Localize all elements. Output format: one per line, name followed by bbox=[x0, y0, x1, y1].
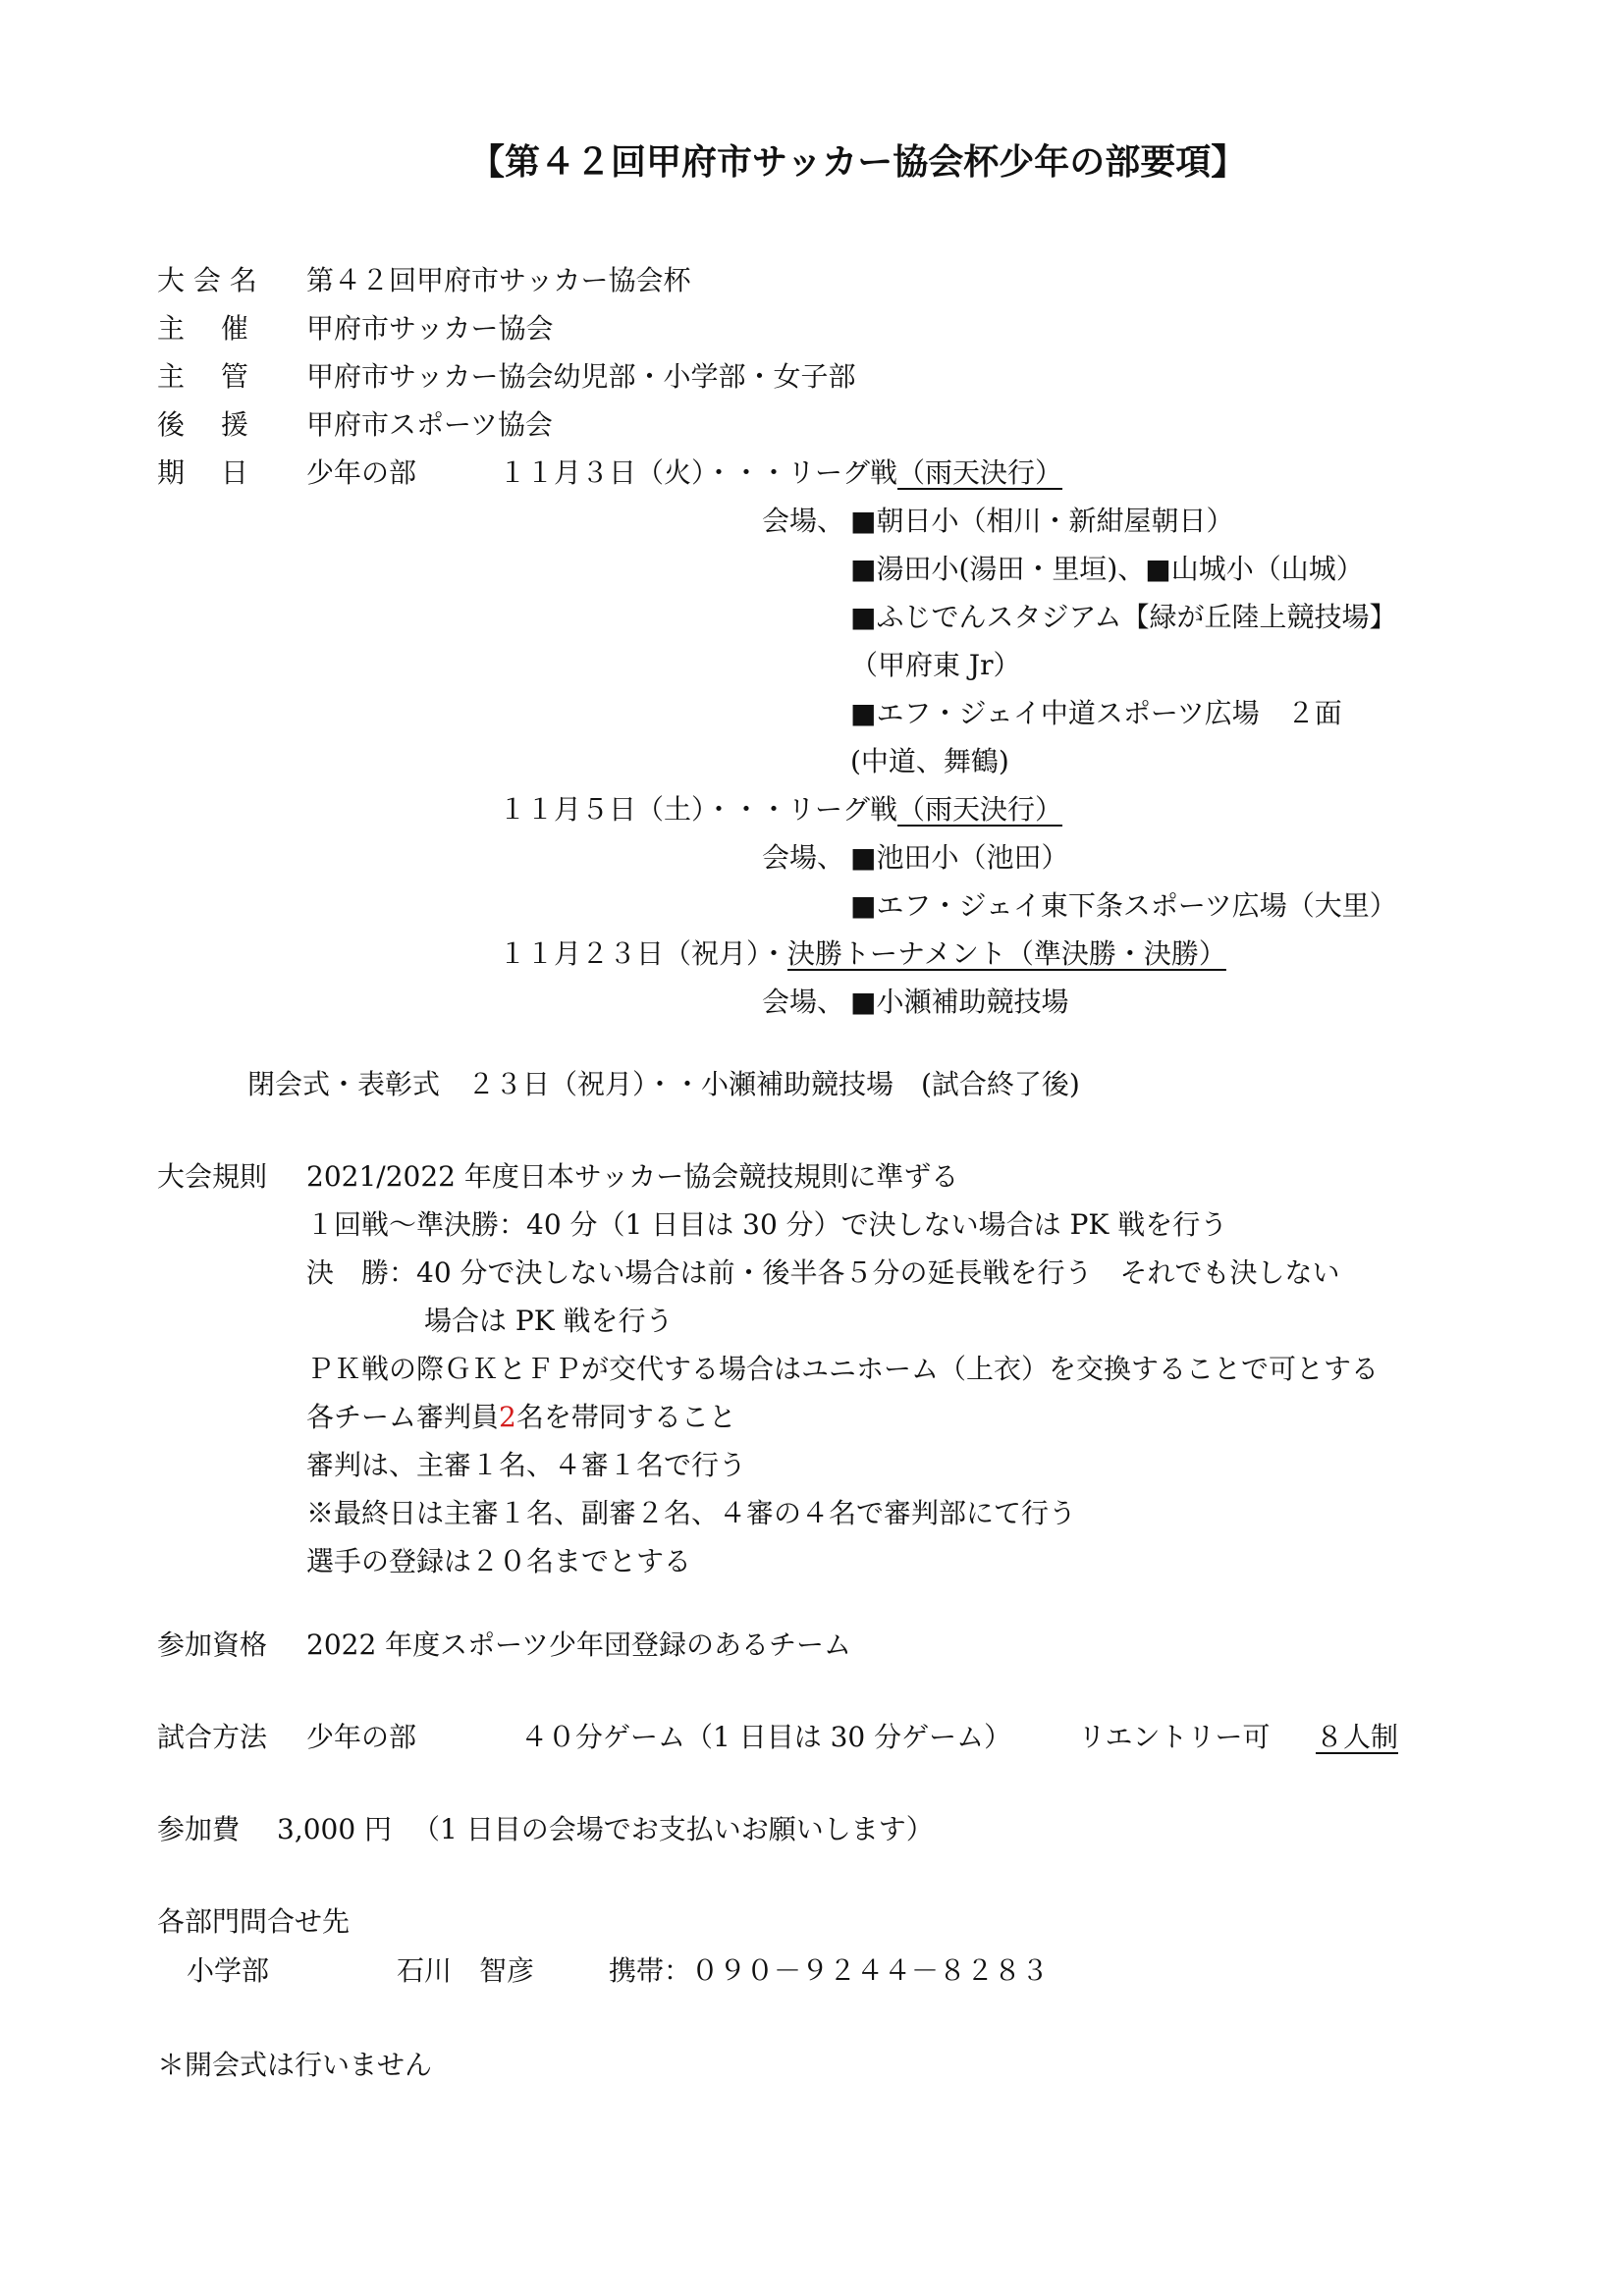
info-label-sponsor: 後 援 bbox=[157, 408, 248, 441]
match-players: ８人制 bbox=[1316, 1721, 1399, 1753]
day1-venue-4: （甲府東 Jr） bbox=[850, 649, 1021, 681]
referee-count-highlight: 2 bbox=[499, 1401, 516, 1433]
day2-venue-2: ■エフ・ジェイ東下条スポーツ広場（大里） bbox=[850, 889, 1397, 922]
rules-line-5: ＰＫ戦の際ＧＫとＦＰが交代する場合はユニホーム（上衣）を交換することで可とする bbox=[306, 1353, 1380, 1385]
match-label: 試合方法 bbox=[157, 1721, 268, 1753]
info-value-organizer: 甲府市サッカー協会 bbox=[306, 312, 554, 345]
day2-date bbox=[499, 792, 1062, 828]
day3-venue-1: ■小瀬補助競技場 bbox=[850, 986, 1069, 1018]
day1-venue-prefix: 会場、 bbox=[762, 505, 845, 537]
fee-label: 参加費 bbox=[157, 1813, 241, 1845]
day1-venue-1: ■朝日小（相川・新紺屋朝日） bbox=[850, 505, 1234, 537]
day1-note: （雨天決行） bbox=[897, 456, 1063, 489]
eligibility-label: 参加資格 bbox=[157, 1629, 268, 1661]
fee-amount: 3,000 円 bbox=[277, 1813, 393, 1845]
info-value-sponsor: 甲府市スポーツ協会 bbox=[306, 408, 553, 441]
fee-note: （1 日目の会場でお支払いお願いします） bbox=[412, 1813, 934, 1845]
info-label-tournament: 大 会 名 bbox=[157, 264, 257, 296]
info-value-manager: 甲府市サッカー協会幼児部・小学部・女子部 bbox=[306, 360, 856, 393]
page-title: 【第４２回甲府市サッカー協会杯少年の部要項】 bbox=[469, 141, 1247, 183]
match-format: ４０分ゲーム（1 日目は 30 分ゲーム） bbox=[520, 1721, 1012, 1753]
day1-venue-5: ■エフ・ジェイ中道スポーツ広場 ２面 bbox=[850, 697, 1342, 729]
day2-venue-1: ■池田小（池田） bbox=[850, 841, 1069, 874]
day1-venue-2: ■湯田小(湯田・里垣)、■山城小（山城） bbox=[850, 553, 1364, 585]
footnote: ＊開会式は行いません bbox=[157, 2049, 433, 2081]
rules-line-6 bbox=[306, 1400, 736, 1435]
info-label-organizer: 主 催 bbox=[157, 312, 248, 345]
rules-line-8: ※最終日は主審１名、副審２名、４審の４名で審判部にて行う bbox=[306, 1497, 1077, 1529]
contact-phone: 携帯：０９０－９２４４－８２８３ bbox=[609, 1954, 1050, 1987]
eligibility-value: 2022 年度スポーツ少年団登録のあるチーム bbox=[306, 1629, 852, 1661]
rules-line-4: 場合は PK 戦を行う bbox=[424, 1305, 674, 1337]
rules-line-9: 選手の登録は２０名までとする bbox=[306, 1545, 692, 1577]
day1-date-text: １１月３日（火）・・・リーグ戦 bbox=[499, 456, 898, 489]
rules-label: 大会規則 bbox=[157, 1160, 268, 1193]
rules-line-7: 審判は、主審１名、４審１名で行う bbox=[306, 1449, 747, 1481]
rules-line-6-post: 名を帯同すること bbox=[515, 1401, 736, 1433]
day1-date bbox=[499, 455, 1062, 491]
rules-line-3: 決 勝：40 分で決しない場合は前・後半各５分の延長戦を行う それでも決しない bbox=[306, 1256, 1340, 1289]
day1-venue-6: (中道、舞鶴) bbox=[850, 745, 1009, 777]
rules-line-6-pre: 各チーム審判員 bbox=[306, 1401, 500, 1433]
rules-line-1: 2021/2022 年度日本サッカー協会競技規則に準ずる bbox=[306, 1160, 959, 1193]
day1-venue-3: ■ふじでんスタジアム【緑が丘陸上競技場】 bbox=[850, 601, 1397, 633]
day2-note: （雨天決行） bbox=[897, 793, 1063, 826]
day2-venue-prefix: 会場、 bbox=[762, 841, 845, 874]
schedule-division: 少年の部 bbox=[306, 456, 417, 489]
contact-heading: 各部門問合せ先 bbox=[157, 1905, 351, 1938]
info-label-manager: 主 管 bbox=[157, 360, 248, 393]
info-value-tournament: 第４２回甲府市サッカー協会杯 bbox=[306, 264, 691, 296]
day3-date-text: １１月２３日（祝月）・ bbox=[499, 937, 788, 970]
contact-name: 石川 智彦 bbox=[397, 1954, 535, 1987]
day3-note: 決勝トーナメント（準決勝・決勝） bbox=[787, 937, 1226, 970]
match-reentry: リエントリー可 bbox=[1078, 1721, 1271, 1753]
contact-dept: 小学部 bbox=[187, 1954, 270, 1987]
closing-ceremony: 閉会式・表彰式 ２３日（祝月）・・小瀬補助競技場 (試合終了後) bbox=[247, 1068, 1080, 1100]
day3-venue-prefix: 会場、 bbox=[762, 986, 845, 1018]
match-division: 少年の部 bbox=[306, 1721, 417, 1753]
rules-line-2: １回戦～準決勝：40 分（1 日目は 30 分）で決しない場合は PK 戦を行う bbox=[306, 1208, 1228, 1241]
schedule-label: 期 日 bbox=[157, 456, 248, 489]
day2-date-text: １１月５日（土）・・・リーグ戦 bbox=[499, 793, 898, 826]
day3-date bbox=[499, 936, 1226, 972]
